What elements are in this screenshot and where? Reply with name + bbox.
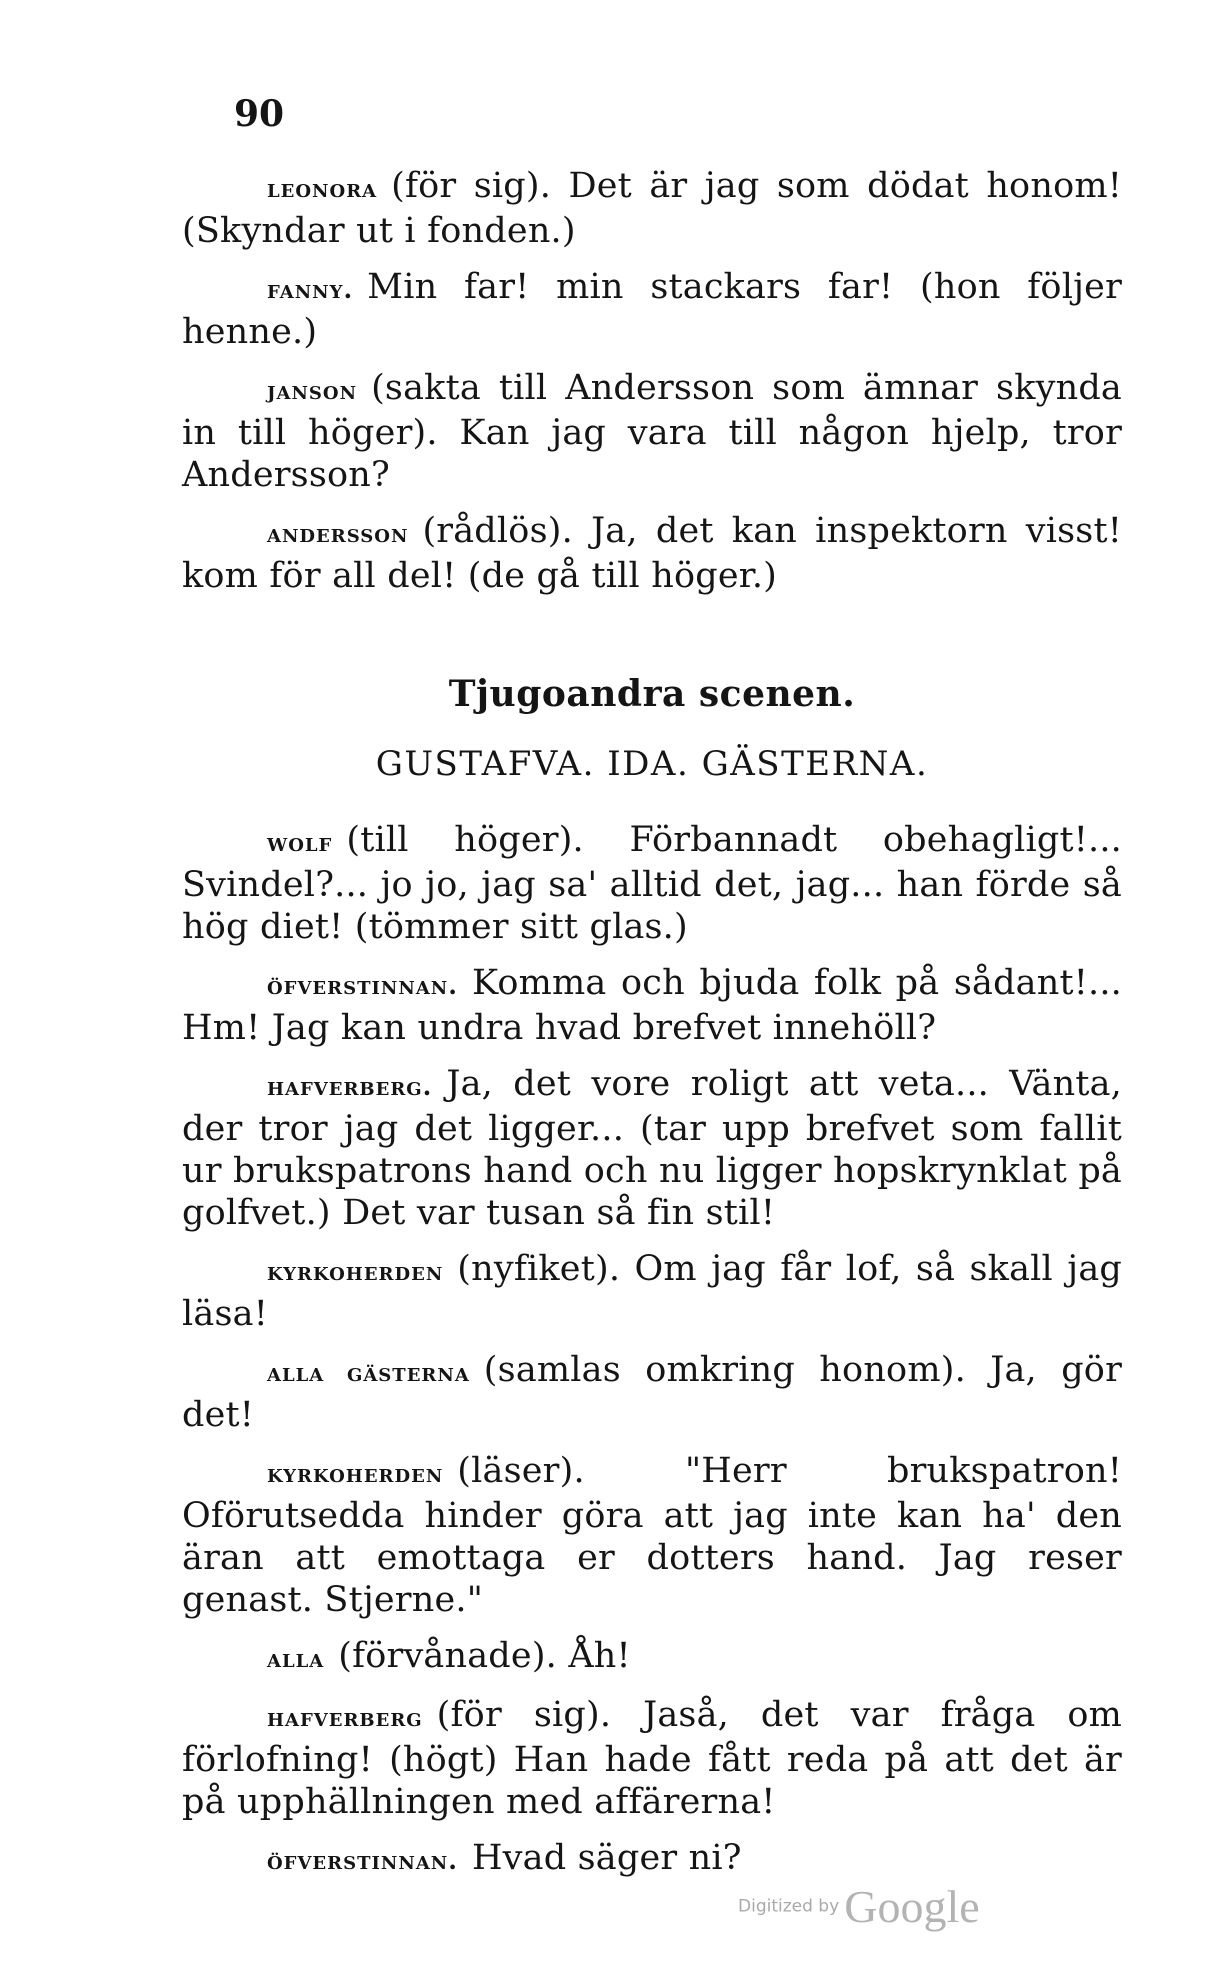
dialogue-entry — [182, 1063, 1122, 1234]
speaker-name: hafverberg — [267, 1703, 423, 1732]
speaker-name: wolf — [267, 828, 333, 857]
dialogue-text: (till höger). Förbannadt obehagligt!... Svindel?... jo jo, jag sa' alltid det, jag... han förde så hög diet! (tömmer sitt glas.) — [182, 820, 1122, 947]
dialogue-entry — [182, 367, 1122, 496]
dialogue-text: (nyfiket). Om jag får lof, så skall jag läsa! — [182, 1249, 1122, 1334]
speaker-name: fanny. — [267, 275, 354, 304]
dialogue-entry — [182, 962, 1122, 1049]
speaker-name: öfverstinnan. — [267, 971, 458, 1000]
speaker-name: alla gästerna — [267, 1358, 470, 1387]
scene-heading: Tjugoandra scenen. — [448, 673, 856, 715]
dialogue-entry — [182, 1248, 1122, 1335]
speaker-name: alla — [267, 1644, 325, 1673]
dialogue-before-scene — [182, 165, 1122, 597]
dialogue-after-scene — [182, 819, 1122, 1882]
dialogue-text: (förvånade). Åh! — [338, 1636, 631, 1676]
dialogue-entry — [182, 1349, 1122, 1436]
dialogue-entry — [182, 165, 1122, 252]
dialogue-entry — [182, 1837, 1122, 1882]
page-number: 90 — [234, 93, 285, 135]
watermark-prefix: Digitized by — [738, 1896, 840, 1917]
dialogue-entry — [182, 510, 1122, 597]
dialogue-text: (för sig). Jaså, det var fråga om förlofning! (högt) Han hade fått reda på att det är på upphällningen med affärerna! — [182, 1695, 1122, 1822]
speaker-name: janson — [267, 376, 358, 405]
digitized-watermark — [738, 1880, 980, 1933]
dialogue-text: (läser). "Herr brukspatron! Oförutsedda hinder göra att jag inte kan ha' den äran att emottaga er dotters hand. Jag reser genast. Stjerne." — [182, 1451, 1122, 1620]
dialogue-entry — [182, 1450, 1122, 1621]
dialogue-text: (rådlös). Ja, det kan inspektorn visst! kom för all del! (de gå till höger.) — [182, 511, 1122, 596]
dialogue-text: (sakta till Andersson som ämnar skynda in till höger). Kan jag vara till någon hjelp, tror Andersson? — [182, 368, 1122, 495]
dialogue-entry — [182, 1635, 1122, 1680]
dialogue-text: Hvad säger ni? — [471, 1838, 742, 1878]
dialogue-entry — [182, 819, 1122, 948]
dialogue-text: Komma och bjuda folk på sådant!... Hm! Jag kan undra hvad brefvet innehöll? — [182, 963, 1122, 1048]
dialogue-text: Ja, det vore roligt att veta... Vänta, der tror jag det ligger... (tar upp brefvet som fallit ur brukspatrons hand och nu ligger hopskrynklat på golfvet.) Det var tusan så fin stil! — [182, 1064, 1122, 1233]
google-logo: Google — [844, 1881, 980, 1932]
speaker-name: leonora — [267, 174, 378, 203]
scene-characters: GUSTAFVA. IDA. GÄSTERNA. — [375, 744, 929, 784]
dialogue-text: (för sig). Det är jag som dödat honom! (Skyndar ut i fonden.) — [182, 166, 1122, 251]
dialogue-text: (samlas omkring honom). Ja, gör det! — [182, 1350, 1122, 1435]
speaker-name: öfverstinnan. — [267, 1846, 458, 1875]
dialogue-text: Min far! min stackars far! (hon följer henne.) — [182, 267, 1122, 352]
document-body — [182, 165, 1122, 1896]
speaker-name: andersson — [267, 519, 409, 548]
dialogue-entry — [182, 1694, 1122, 1823]
speaker-name: kyrkoherden — [267, 1459, 444, 1488]
speaker-name: kyrkoherden — [267, 1257, 444, 1286]
dialogue-entry — [182, 266, 1122, 353]
speaker-name: hafverberg. — [267, 1072, 433, 1101]
